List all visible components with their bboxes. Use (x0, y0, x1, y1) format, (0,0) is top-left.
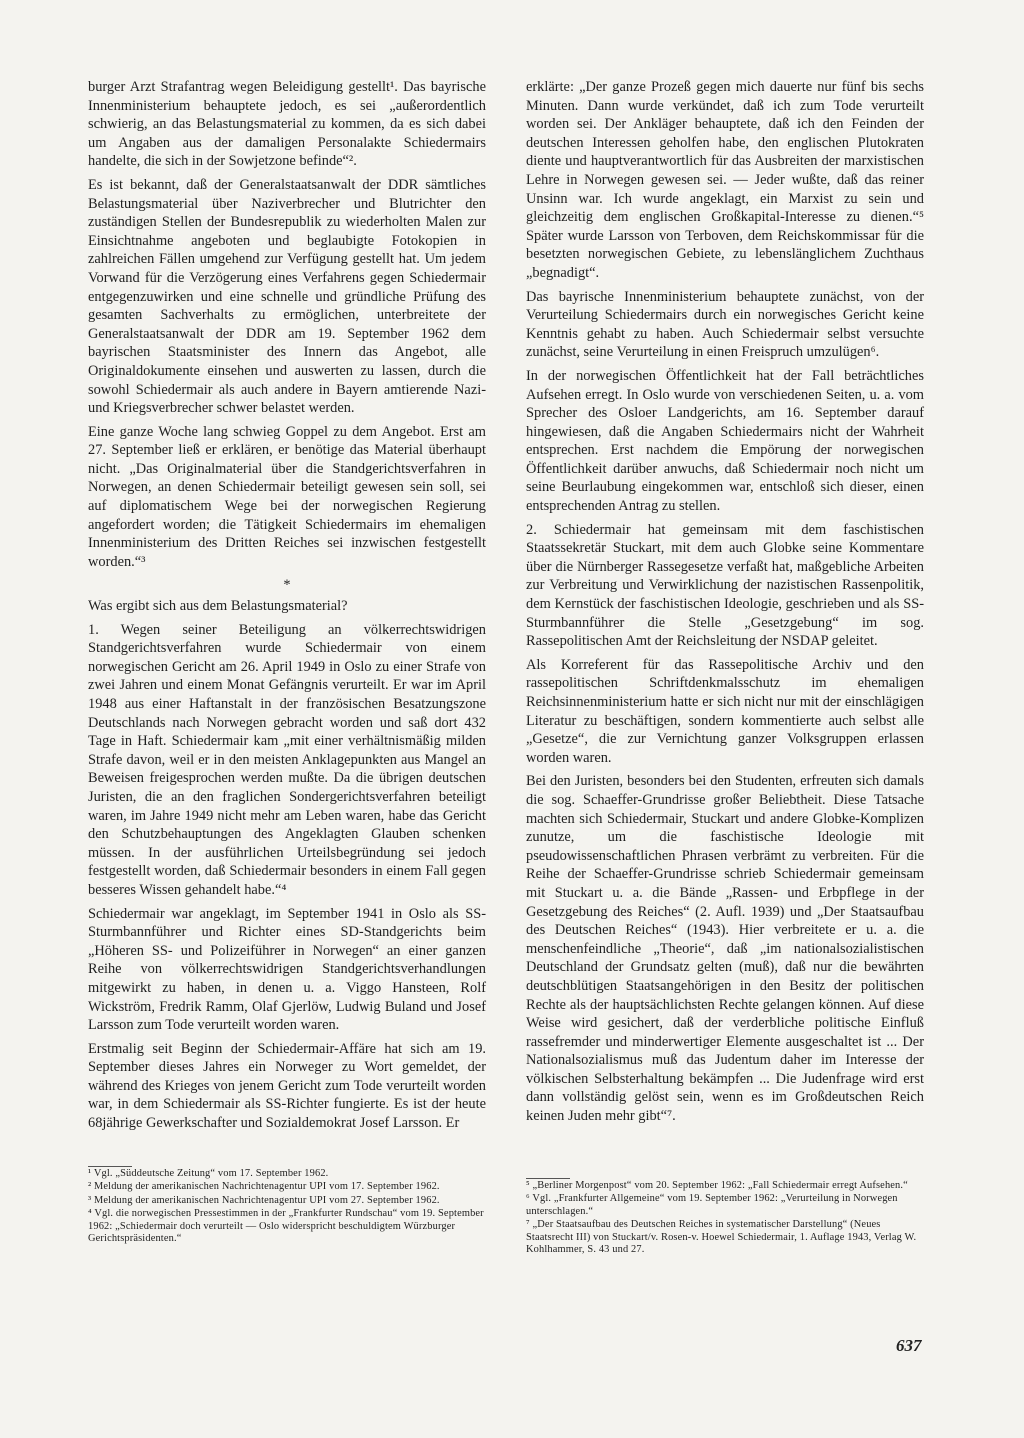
footnote: ⁴ Vgl. die norwegischen Pressestimmen in der „Frankfurter Rundschau“ vom 19. September 1962: „Schiedermair doch verurteilt — Oslo widerspricht beschuldigtem Würzburger Gerichtspräsidenten.“ (88, 1208, 484, 1245)
footnotes-left (88, 1166, 486, 1246)
footnote: ⁵ „Berliner Morgenpost“ vom 20. September 1962: „Fall Schiedermair erregt Aufsehen.“ (526, 1180, 908, 1191)
paragraph: In der norwegischen Öffentlichkeit hat der Fall beträchtliches Aufsehen erregt. In Oslo wurde von verschiedenen Seiten, u. a. vom Sprecher des Osloer Landgerichts, am 16. September darauf hingewiesen, daß die Angaben Schiedermairs nicht der Wahrheit entsprechen. Erst nachdem die Empörung der norwegischen Öffentlichkeit darüber anwuchs, daß Schiedermair noch nicht um seine Beurlaubung eingekommen war, entschloß sich dieser, einen entsprechenden Antrag zu stellen. (526, 367, 924, 515)
paragraph: 1. Wegen seiner Beteiligung an völkerrechtswidrigen Standgerichtsverfahren wurde Schiedermair von einem norwegischen Gericht am 26. April 1949 in Oslo zu einer Strafe von zwei Jahren und einem Monat Gefängnis verurteilt. Er war im April 1948 aus einer Haftanstalt in der französischen Besatzungszone Deutschlands nach Norwegen gebracht worden und saß dort 432 Tage in Haft. Schiedermair kam „mit einer verhältnismäßig milden Strafe davon, weil er in den meisten Anklagepunkten aus Mangel an Beweisen freigesprochen werden mußte. Da die übrigen deutschen Juristen, die an den fraglichen Sondergerichtsverfahren beteiligt waren, im Jahre 1949 nicht mehr am Leben waren, habe das Gericht den Schutzbehauptungen des Angeklagten Glauben schenken müssen. In der ausführlichen Urteilsbegründung sei jedoch festgestellt worden, daß Schiedermair besonders in einem Fall gegen besseres Wissen gehandelt habe.“⁴ (88, 621, 486, 898)
paragraph: 2. Schiedermair hat gemeinsam mit dem faschistischen Staatssekretär Stuckart, mit dem auch Globke seine Kommentare über die Nürnberger Rassegesetze verfaßt hat, maßgebliche Arbeiten zur Verbreitung und Verwirklichung der nazistischen Rassenpolitik, dem Kernstück der faschistischen Ideologie, geschrieben und als SS-Sturmbannführer die Stelle „Gesetzgebung“ im sog. Rassepolitischen Amt der Reichsleitung der NSDAP geleitet. (526, 521, 924, 650)
section-question: Was ergibt sich aus dem Belastungsmaterial? (88, 598, 348, 615)
footnote: ⁷ „Der Staatsaufbau des Deutschen Reiches in systematischer Darstellung“ (Neues Staatsrecht III) von Stuckart/v. Rosen-v. Hoewel Schiedermair, 1. Auflage 1943, Verlag W. Kohlhammer, S. 43 und 27. (526, 1219, 917, 1256)
footnotes-right (526, 1178, 924, 1257)
paragraph: Es ist bekannt, daß der Generalstaatsanwalt der DDR sämtliches Belastungsmaterial über Naziverbrecher und Blutrichter den zuständigen Stellen der Bundesrepublik zu wiederholten Malen zur Einsichtnahme angeboten und beglaubigte Fotokopien in zahlreichen Fällen umgehend zur Verfügung gestellt hat. Um jedem Vorwand für die Verzögerung eines Verfahrens gegen Schiedermair entgegenzuwirken und eine schnelle und gründliche Prüfung des gesamten Sachverhalts zu ermöglichen, unterbreitete der Generalstaatsanwalt der DDR am 19. September 1962 dem bayrischen Staatsminister des Innern das Angebot, alle Originaldokumente einsehen und auswerten zu lassen, durch die sowohl Schiedermair als auch andere in Bayern amtierende Nazi- und Kriegsverbrecher schwer belastet werden. (88, 176, 486, 417)
paragraph: Bei den Juristen, besonders bei den Studenten, erfreuten sich damals die sog. Schaeffer-Grundrisse großer Beliebtheit. Diese Tatsache machten sich Schiedermair, Stuckart und andere Globke-Komplizen zunutze, um die faschistische Ideologie mit pseudowissenschaftlichen Phrasen verbrämt zu verbreiten. Für die Reihe der Schaeffer-Grundrisse schrieb Schiedermair gemeinsam mit Stuckart u. a. die Bände „Rassen- und Erbpflege in der Gesetzgebung des Reiches“ (2. Aufl. 1939) und „Der Staatsaufbau des Deutschen Reiches“ (1943). Hier verbreitete er u. a. die menschenfeindliche „Theorie“, daß „im nationalsozialistischen Deutschland der Grundsatz gelten (muß), daß nur die bewährten deutschblütigen Staatsangehörigen in den Besitz der politischen Rechte als der hauptsächlichsten Rechte gelangen können. Auf diese Weise wird gesichert, daß der verderbliche politische Einfluß rassefremder und minderwertiger Elemente ausgeschaltet ist ... Der Nationalsozialismus muß das Judentum daher im Interesse der völkischen Selbsterhaltung bekämpfen ... Die Judenfrage wird erst dann vollständig gelöst sein, wenn es im Großdeutschen Reich keinen Juden mehr gibt“⁷. (526, 773, 924, 1125)
paragraph: Erstmalig seit Beginn der Schiedermair-Affäre hat sich am 19. September dieses Jahres ein Norweger zu Wort gemeldet, der während des Krieges von jenem Gericht zum Tode verurteilt worden war, in dem Schiedermair als SS-Richter fungierte. Es ist der heute 68jährige Gewerkschafter und Sozialdemokrat Josef Larsson. Er (88, 1040, 486, 1132)
footnote: ³ Meldung der amerikanischen Nachrichtenagentur UPI vom 27. September 1962. (88, 1194, 440, 1206)
footnote: ⁶ Vgl. „Frankfurter Allgemeine“ vom 19. September 1962: „Verurteilung in Norwegen unterschlagen.“ (526, 1193, 898, 1217)
footnote: ² Meldung der amerikanischen Nachrichtenagentur UPI vom 17. September 1962. (88, 1181, 440, 1193)
paragraph: erklärte: „Der ganze Prozeß gegen mich dauerte nur fünf bis sechs Minuten. Dann wurde verkündet, daß ich zum Tode verurteilt worden sei. Der Ankläger behauptete, daß ich den Feinden der deutschen Interessen geholfen habe, den englischen Plutokraten diente und hauptverantwortlich für das Ausbreiten der marxistischen Lehre in Norwegen gewesen sei. — Jeder wußte, daß das reiner Unsinn war. Ich wurde angeklagt, ein Marxist zu sein und gleichzeitig dem englischen Großkapital-Interesse zu dienen.“⁵ Später wurde Larsson von Terboven, dem Reichskommissar für die besetzten norwegischen Gebiete, zu lebenslänglichem Zuchthaus „begnadigt“. (526, 79, 924, 281)
footnote: ¹ Vgl. „Süddeutsche Zeitung“ vom 17. September 1962. (88, 1168, 329, 1179)
paragraph: Schiedermair war angeklagt, im September 1941 in Oslo als SS-Sturmbannführer und Richter eines SD-Standgerichts beim „Höheren SS- und Polizeiführer in Norwegen“ an einer ganzen Reihe von völkerrechtswidrigen Standgerichtsverhandlungen mitgewirkt zu haben, in denen u. a. Viggo Hansteen, Rolf Wickström, Fredrik Ramm, Olaf Gjerlöw, Ludwig Buland und Josef Larsson zum Tode verurteilt worden waren. (88, 905, 486, 1034)
paragraph: Das bayrische Innenministerium behauptete zunächst, von der Verurteilung Schiedermairs durch ein norwegisches Gericht keine Kenntnis gehabt zu haben. Auch Schiedermair selbst versuchte zunächst, seine Verurteilung in einen Freispruch umzulügen⁶. (526, 288, 924, 361)
footnote-rule (526, 1178, 570, 1179)
paragraph: burger Arzt Strafantrag wegen Beleidigung gestellt¹. Das bayrische Innenministerium behauptete jedoch, es sei „außerordentlich schwierig, an das Belastungsmaterial zu kommen, da es sich dabei um Angaben aus der damaligen Personalakte Schiedermairs handelte, die sich in der Sowjetzone befinde“². (88, 79, 486, 170)
right-column (526, 78, 924, 1131)
paragraph: Als Korreferent für das Rassepolitische Archiv und den rassepolitischen Schriftdenkmalsschutz im ehemaligen Reichsinnenministerium hatte er sich nicht nur mit der einschlägigen Literatur zu beschäftigen, sondern kommentierte auch selbst alle „Gesetze“, die zur Vernichtung ganzer Volksgruppen erlassen worden waren. (526, 656, 924, 766)
paragraph: Eine ganze Woche lang schwieg Goppel zu dem Angebot. Erst am 27. September ließ er erklären, er benötige das Material überhaupt nicht. „Das Originalmaterial über die Standgerichtsverfahren in Norwegen, an denen Schiedermair beteiligt gewesen sein soll, sei auf diplomatischem Wege bei der norwegischen Regierung angefordert worden; die Tätigkeit Schiedermairs im ehemaligen Innenministerium des Dritten Reiches sei inzwischen festgestellt worden.“³ (88, 423, 486, 570)
page-number: 637 (896, 1336, 922, 1355)
section-separator: * (283, 577, 291, 594)
footnote-rule (88, 1166, 132, 1167)
left-column (88, 78, 486, 1138)
